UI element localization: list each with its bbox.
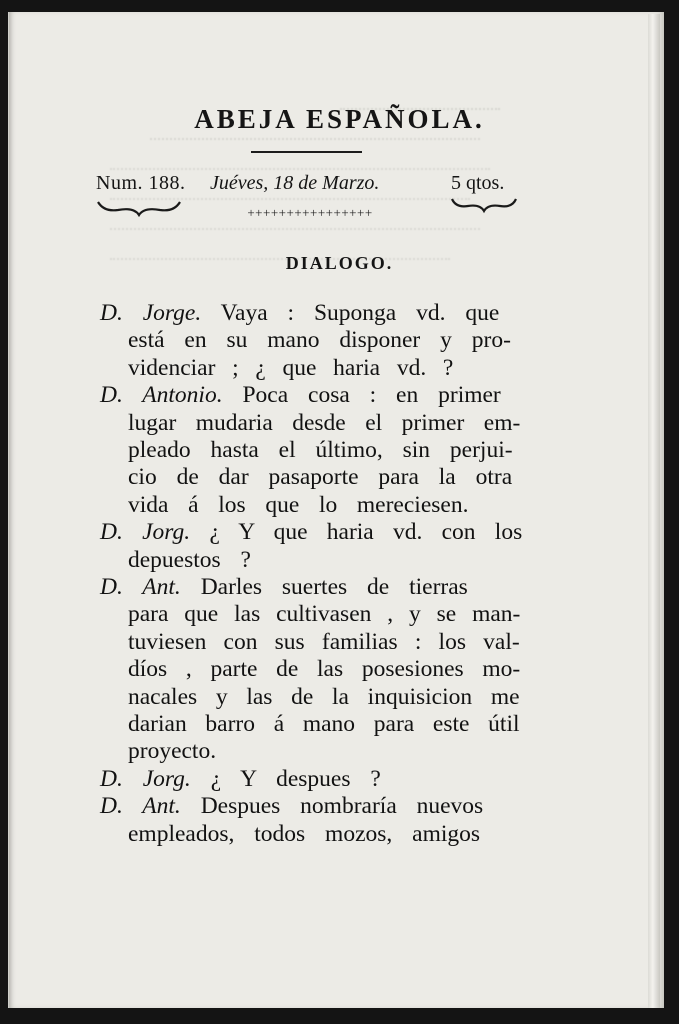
title-underline: [251, 151, 362, 153]
dialogue-text: empleados, todos mozos, amigos: [128, 820, 481, 847]
swash-right-ornament: [450, 196, 518, 214]
dialogue-text: proyecto.: [128, 738, 217, 765]
dialogue-line: [128, 629, 520, 656]
dialogue-text: ¿ Y que haria vd. con los: [190, 519, 523, 546]
dialogue-text: cio de dar pasaporte para la otra: [128, 464, 513, 491]
issue-number: Num. 188.: [96, 172, 186, 194]
dialogue-text: Darles suertes de tierras: [180, 574, 468, 600]
publication-title: ABEJA ESPAÑOLA.: [194, 104, 485, 134]
speaker-name: D. Ant.: [100, 793, 181, 820]
dialogue-line: [100, 519, 522, 546]
dialogue-text: para que las cultivasen , y se man-: [128, 601, 521, 628]
dialogue-line: [100, 382, 501, 409]
swash-left-ornament: [96, 198, 182, 218]
dialogue-line: [128, 410, 520, 437]
dialogue-text: Despues nombraría nuevos: [180, 793, 484, 820]
dialogue-line: [100, 300, 499, 327]
dialogue-text: nacales y las de la inquisicion me: [128, 683, 520, 710]
dialogue-line: [128, 437, 513, 464]
dialogue-line: [128, 327, 511, 354]
speaker-name: D. Antonio.: [100, 382, 223, 409]
dialogue-text: lugar mudaria desde el primer em-: [128, 409, 521, 436]
dialogue-line: [128, 684, 520, 711]
speaker-name: D. Jorge.: [100, 300, 202, 326]
dialogue-line: [100, 793, 483, 820]
section-heading: DIALOGO.: [285, 253, 394, 273]
dialogue-text: darian barro á mano para este útil: [128, 711, 520, 737]
speaker-name: D. Jorg.: [100, 519, 191, 546]
dialogue-line: [128, 492, 468, 519]
dialogue-text: videnciar ; ¿ que haria vd. ?: [128, 354, 454, 381]
dialogue-text: Poca cosa : en primer: [222, 382, 501, 409]
dialogue-line: [128, 656, 520, 683]
dialogue-text: depuestos ?: [128, 546, 251, 573]
dialogue-text: está en su mano disponer y pro-: [128, 327, 511, 354]
dialogue-text: pleado hasta el último, sin perjui-: [128, 437, 513, 463]
dialogue-line: [100, 574, 468, 601]
issue-price: 5 qtos.: [451, 172, 505, 194]
dialogue-text: vida á los que lo mereciesen.: [128, 491, 469, 518]
dialogue-line: [128, 738, 216, 765]
dialogue-line: [128, 355, 453, 382]
speaker-name: D. Ant.: [100, 574, 181, 600]
decorative-ornament-row: ++++++++++++++++: [247, 205, 373, 220]
issue-date: Juéves, 18 de Marzo.: [210, 172, 380, 194]
page-edge: [648, 14, 660, 1008]
dialogue-line: [128, 711, 520, 738]
dialogue-line: [128, 464, 512, 491]
dialogue-text: Vaya : Suponga vd. que: [201, 300, 500, 326]
dialogue-text: díos , parte de las posesiones mo-: [128, 656, 521, 683]
dialogue-line: [128, 821, 480, 848]
dialogue-line: [128, 601, 520, 628]
dialogue-line: [128, 547, 251, 574]
dialogue-text: tuviesen con sus familias : los val-: [128, 628, 520, 655]
speaker-name: D. Jorg.: [100, 765, 191, 792]
dialogue-text: ¿ Y despues ?: [190, 765, 381, 792]
dialogue-line: [100, 766, 381, 793]
